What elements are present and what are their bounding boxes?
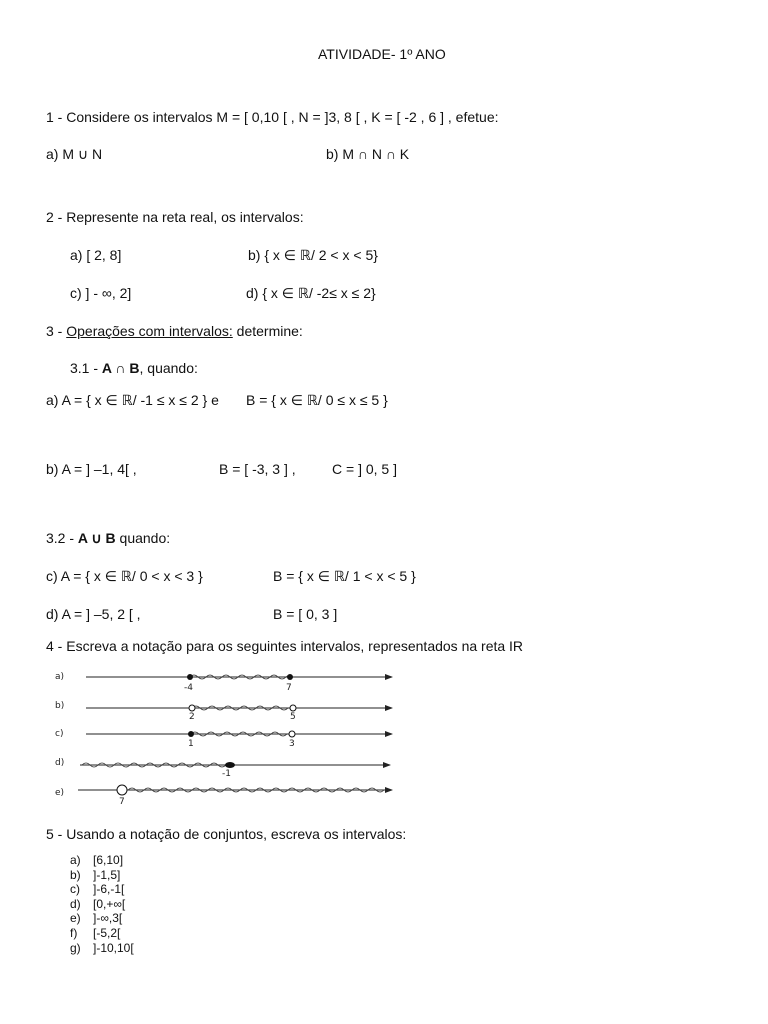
question-2a: a) [ 2, 8]	[70, 247, 122, 263]
tick-label: -1	[222, 769, 231, 779]
list-item-key: d)	[70, 896, 81, 911]
list-item-key: a)	[70, 853, 81, 867]
list-item-key: g)	[70, 940, 81, 955]
number-line-b	[86, 705, 392, 711]
question-2b: b) { x ∈ ℝ/ 2 < x < 5}	[248, 247, 378, 263]
question-1-statement: 1 - Considere os intervalos M = [ 0,10 [ , N = ]3, 8 [ , K = [ -2 , 6 ] , efetue:	[46, 109, 499, 125]
subquestion-3-1	[70, 361, 198, 375]
question-3c-set-a: c) A = { x ∈ ℝ/ 0 < x < 3 }	[46, 568, 203, 584]
list-item-key: e)	[70, 911, 81, 926]
question-3a-set-b: B = { x ∈ ℝ/ 0 ≤ x ≤ 5 }	[246, 392, 388, 408]
question-3b-set-b: B = [ -3, 3 ] ,	[219, 461, 296, 477]
question-3d-set-b: B = [ 0, 3 ]	[273, 606, 338, 622]
question-2d: d) { x ∈ ℝ/ -2≤ x ≤ 2}	[246, 285, 376, 301]
subquestion-3-2-prefix: 3.2 -	[46, 530, 78, 546]
subquestion-3-1-prefix: 3.1 -	[70, 360, 102, 376]
open-endpoint	[189, 705, 195, 711]
question-3d-set-a: d) A = ] –5, 2 [ ,	[46, 606, 141, 622]
list-item-value: [6,10]	[93, 853, 124, 867]
list-item-value: [-5,2[	[93, 925, 121, 940]
list-item-value: ]-1,5]	[93, 867, 121, 882]
open-endpoint	[289, 731, 295, 737]
tick-label: 7	[119, 797, 125, 807]
question-3b-set-a: b) A = ] –1, 4[ ,	[46, 461, 137, 477]
number-line-c	[86, 731, 392, 737]
number-line-b-label: b)	[55, 701, 65, 711]
list-item-value: ]-∞,3[	[93, 911, 123, 926]
subquestion-3-2-suffix: quando:	[115, 530, 171, 546]
tick-label: 7	[286, 683, 292, 693]
list-item	[70, 897, 134, 912]
list-item-key: c)	[70, 882, 80, 897]
closed-endpoint	[188, 731, 194, 737]
list-item-value: [0,+∞[	[93, 896, 126, 911]
tick-label: 5	[290, 712, 296, 722]
tick-label: 1	[188, 739, 194, 749]
question-1a: a) M ∪ N	[46, 146, 103, 162]
question-1b: b) M ∩ N ∩ K	[326, 146, 410, 162]
question-3-statement	[46, 324, 303, 338]
number-line-d	[80, 762, 390, 768]
question-3b-set-c: C = ] 0, 5 ]	[332, 461, 397, 477]
number-line-e	[78, 785, 392, 795]
question-3-topic: Operações com intervalos:	[66, 323, 233, 339]
open-endpoint	[290, 705, 296, 711]
list-item-key: f)	[70, 925, 78, 940]
subquestion-3-1-suffix: , quando:	[139, 360, 198, 376]
subquestion-3-1-operation: A ∩ B	[101, 360, 140, 376]
number-line-d-label: d)	[55, 758, 65, 768]
question-3c-set-b: B = { x ∈ ℝ/ 1 < x < 5 }	[273, 568, 416, 584]
list-item	[70, 911, 134, 926]
question-3a-set-a: a) A = { x ∈ ℝ/ -1 ≤ x ≤ 2 } e	[46, 392, 219, 408]
number-line-a-label: a)	[55, 672, 65, 682]
list-item	[70, 926, 134, 941]
tick-label: 3	[289, 739, 295, 749]
list-item	[70, 853, 134, 868]
list-item	[70, 868, 134, 883]
closed-endpoint	[287, 674, 293, 680]
question-5-list	[70, 853, 134, 955]
tick-label: -4	[184, 683, 193, 693]
number-line-a	[86, 674, 392, 680]
open-endpoint	[117, 785, 127, 795]
list-item-value: ]-6,-1[	[93, 882, 125, 897]
subquestion-3-2-operation: A ∪ B	[77, 530, 116, 546]
number-line-e-label: e)	[55, 788, 65, 798]
question-3-prefix: 3 -	[46, 323, 67, 339]
question-5-statement: 5 - Usando a notação de conjuntos, escreva os intervalos:	[46, 826, 407, 842]
list-item	[70, 882, 134, 897]
list-item-value: ]-10,10[	[93, 940, 134, 955]
tick-label: 2	[189, 712, 195, 722]
page-title: ATIVIDADE- 1º ANO	[318, 46, 446, 62]
question-2c: c) ] - ∞, 2]	[70, 285, 132, 301]
list-item-key: b)	[70, 867, 81, 882]
question-3-suffix: determine:	[232, 323, 303, 339]
number-line-c-label: c)	[55, 729, 64, 739]
subquestion-3-2	[46, 531, 170, 545]
question-4-statement: 4 - Escreva a notação para os seguintes intervalos, representados na reta IR	[46, 638, 524, 654]
list-item	[70, 941, 134, 956]
closed-endpoint	[187, 674, 193, 680]
question-2-statement: 2 - Represente na reta real, os intervalos:	[46, 209, 304, 225]
closed-endpoint	[225, 762, 235, 768]
